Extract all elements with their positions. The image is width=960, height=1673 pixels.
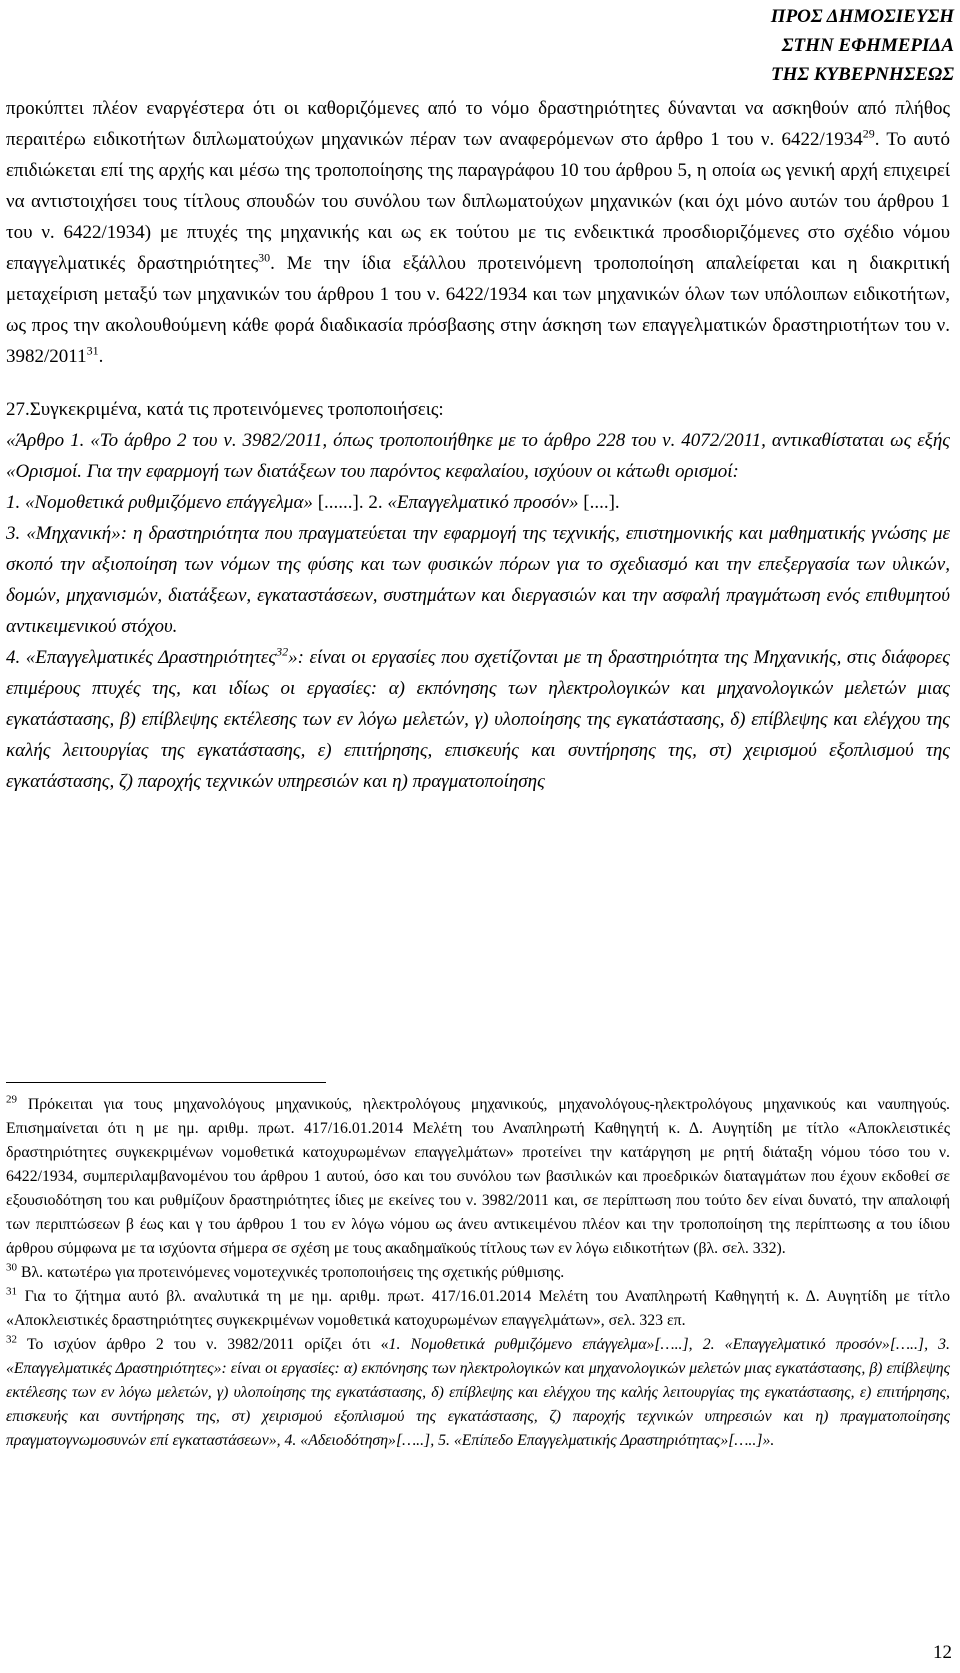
- item-27-heading: 27.Συγκεκριμένα, κατά τις προτεινόμενες τροποποιήσεις:: [6, 399, 444, 420]
- footnote-29: $^{29}$ Πρόκειται για τους μηχανολόγους μηχανικούς, ηλεκτρολόγους μηχανικούς, μηχανολόγους-ηλεκτρολόγους μηχανικούς και ναυπηγούς. Επισημαίνεται ότι η με ημ. αριθμ. πρωτ. 417/16.01.2014 Μελέτη του Αναπληρωτή Καθηγητή κ. Δ. Αυγητίδη με τίτλο «Αποκλειστικές δραστηριότητες συγκεκριμένων νομοθετικά κατοχυρωμένων επαγγελμάτων» προτείνει την κατάργηση με ρητή διάταξη νόμου τόσο του ν. 6422/1934, συμπεριλαμβανομένου του άρθρου 1 αυτού, όσο και του συνόλου των βασιλικών και προεδρικών διαταγμάτων που έχουν εκδοθεί σε εξουσιοδότηση του και ρυθμίζουν δραστηριότητες ίδιες με εκείνες του ν. 3982/2011 και, σε περίπτωση που τούτο δεν είναι δυνατό, την απαλοιφή των περιπτώσεων β έως και γ του άρθρου 1 του εν λόγω νόμου ως άνευ αντικειμένου πλέον και την τροποποίηση της περίπτωσης α του ίδιου άρθρου σύμφωνα με τα ισχύοντα σήμερα σε σχέση με τους ακαδημαϊκούς τίτλους των εν λόγω ειδικοτήτων (βλ. σελ. 332).: [6, 1093, 950, 1257]
- footnotes: [6, 1093, 950, 1453]
- footnote-32: $^{32}$ Το ισχύον άρθρο 2 του ν. 3982/2011 ορίζει ότι «1. Νομοθετικά ρυθμιζόμενο επάγγελμα»[…..], 2. «Επαγγελματικό προσόν»[…..], 3. «Επαγγελματικές Δραστηριότητες»: είναι οι εργασίες: α) εκπόνησης των ηλεκτρολογικών και μηχανολογικών μελετών μιας εγκατάστασης, β) επίβλεψης εκτέλεσης των εν λόγω μελετών, γ) υλοποίησης της εγκατάστασης, δ) επίβλεψης και ελέγχου της καλής λειτουργίας της εγκατάστασης, ε) επιτήρησης, επισκευής και συντήρησης της, στ) χειρισμού εξοπλισμού της εγκατάστασης, ζ) παροχής τεχνικών υπηρεσιών και η) πραγματοποίησης πραγματογνωμοσυνών επί εγκαταστάσεων», 4. «Αδειοδότηση»[…..], 5. «Επίπεδο Επαγγελματικής Δραστηριότητας»[…..]».: [6, 1333, 950, 1449]
- definition-3: 3. «Μηχανική»: η δραστηριότητα που πραγματεύεται την εφαρμογή της τεχνικής, επιστημονικής και μαθηματικής γνώσης με σκοπό την αξιοποίηση των νόμων της φύσης και των φυσικών πόρων για το σχεδιασμό και την επεξεργασία των υλικών, δομών, μηχανισμών, διατάξεων, εγκαταστάσεων, συστημάτων και διεργασιών και την ασφαλή πραγμάτωση ενός επιθυμητού αντικειμενικού στόχου.: [6, 523, 950, 637]
- footnote-ref-31[interactable]: 31: [86, 343, 99, 358]
- article-1-intro: «Άρθρο 1. «Το άρθρο 2 του ν. 3982/2011, όπως τροποποιήθηκε με το άρθρο 228 του ν. 4072/2011, αντικαθίσταται ως εξής «Ορισμοί. Για την εφαρμογή των διατάξεων του παρόντος κεφαλαίου, ισχύουν οι κάτωθι ορισμοί:: [6, 430, 950, 482]
- header-line-1: ΠΡΟΣ ΔΗΜΟΣΙΕΥΣΗ: [770, 6, 954, 27]
- footnote-ref-32[interactable]: 32: [276, 644, 289, 659]
- footnote-separator: [6, 1082, 326, 1083]
- page-number: 12: [933, 1642, 952, 1663]
- main-text: [6, 93, 950, 797]
- publication-header: [554, 2, 954, 89]
- footnote-30: $^{30}$ Βλ. κατωτέρω για προτεινόμενες νομοτεχνικές τροποποιήσεις της σχετικής ρύθμισης.: [6, 1261, 565, 1281]
- footnote-ref-29[interactable]: 29: [862, 126, 875, 141]
- footnote-31: $^{31}$ Για το ζήτημα αυτό βλ. αναλυτικά τη με ημ. αριθμ. πρωτ. 417/16.01.2014 Μελέτη του Αναπληρωτή Καθηγητή κ. Δ. Αυγητίδη με τίτλο «Αποκλειστικές δραστηριότητες συγκεκριμένων νομοθετικά κατοχυρωμένων επαγγελμάτων», σελ. 323 επ.: [6, 1285, 950, 1329]
- header-line-3: ΤΗΣ ΚΥΒΕΡΝΗΣΕΩΣ: [770, 64, 954, 85]
- definition-4: 4. «Επαγγελματικές Δραστηριότητες$^{32}$»: είναι οι εργασίες που σχετίζονται με τη δραστηριότητα της Μηχανικής, στις διάφορες επιμέρους πτυχές της, και ιδίως οι εργασίες: α) εκπόνησης των ηλεκτρολογικών και μηχανολογικών μελετών μιας εγκατάστασης, β) επίβλεψης εκτέλεσης των εν λόγω μελετών, γ) υλοποίησης της εγκατάστασης, δ) επίβλεψης και ελέγχου της καλής λειτουργίας της εγκατάστασης, ε) επιτήρησης, επισκευής και συντήρησης της, στ) χειρισμού εξοπλισμού της εγκατάστασης, ζ) παροχής τεχνικών υπηρεσιών και η) πραγματοποίησης: [6, 644, 951, 792]
- definitions-1-2: 1. «Νομοθετικά ρυθμιζόμενο επάγγελμα» [......]. 2. «Επαγγελματικό προσόν» [....].: [6, 492, 620, 513]
- footnote-ref-30[interactable]: 30: [258, 250, 271, 265]
- header-line-2: ΣΤΗΝ ΕΦΗΜΕΡΙΔΑ: [781, 35, 954, 56]
- intro-paragraph: προκύπτει πλέον εναργέστερα ότι οι καθοριζόμενες από το νόμο δραστηριότητες δύνανται να ασκηθούν από πλήθος περαιτέρω ειδικοτήτων διπλωματούχων μηχανικών πέραν των αναφερόμενων στο άρθρο 1 του ν. 6422/1934$^{29}$. Το αυτό επιδιώκεται επί της αρχής και μέσω της τροποποίησης της παραγράφου 10 του άρθρου 5, η οποία ως γενική αρχή επιχειρεί να αντιστοιχήσει τους τίτλους σπουδών του συνόλου των διπλωματούχων μηχανικών (και όχι μόνο αυτών του άρθρου 1 του ν. 6422/1934) με πτυχές της μηχανικής και ως εκ τούτου με τις ενδεικτικά προσδιοριζόμενες στο σχέδιο νόμου επαγγελματικές δραστηριότητες$^{30}$. Με την ίδια εξάλλου προτεινόμενη τροποποίηση απαλείφεται και η διακριτική μεταχείριση μεταξύ των μηχανικών του άρθρου 1 του ν. 6422/1934 και των μηχανικών όλων των υπόλοιπων ειδικοτήτων, ως προς την ακολουθούμενη κάθε φορά διαδικασία πρόσβασης στην άσκηση των επαγγελματικών δραστηριοτήτων του ν. 3982/2011$^{31}$.: [6, 98, 950, 367]
